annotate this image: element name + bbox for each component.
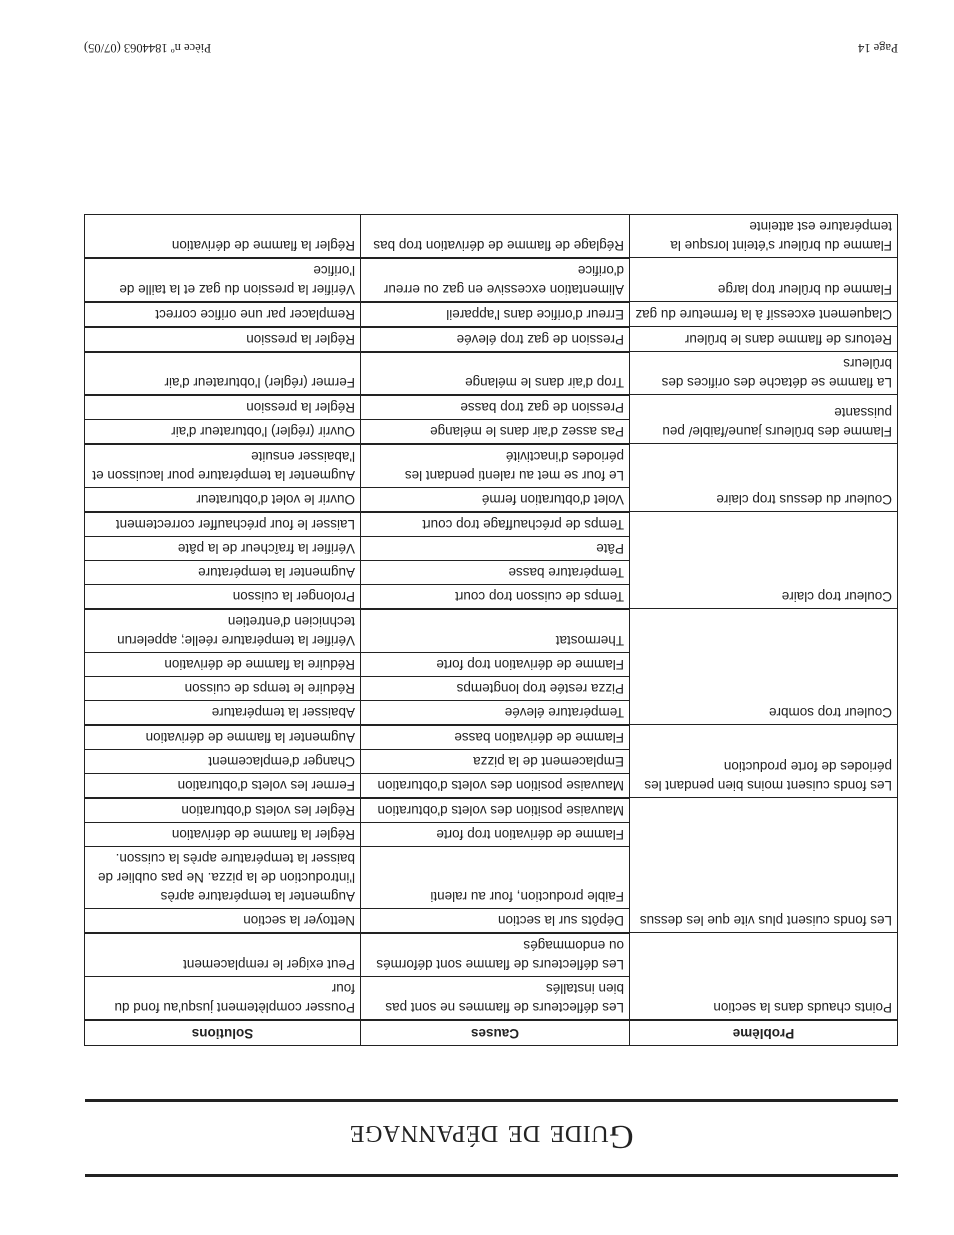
cause-cell: Faible production, four au ralenti bbox=[361, 847, 630, 909]
solution-cell: Peut exiger le remplacement bbox=[85, 933, 361, 977]
page-number: Page 14 bbox=[858, 41, 898, 55]
problem-cell: Flamme du brûleur s'éteint lorsque la température est atteinte bbox=[630, 215, 898, 258]
cause-cell: Trop d'air dans le mélange bbox=[361, 352, 630, 395]
table-row bbox=[85, 774, 898, 799]
cause-cell: Flamme de dérivation trop forte bbox=[361, 653, 630, 677]
troubleshooting-table-wrap bbox=[85, 215, 898, 1047]
cause-cell: Dépôts sur la section bbox=[361, 909, 630, 934]
solution-cell: Prolonger la cuisson bbox=[85, 585, 361, 610]
solution-cell: Changer d'emplacement bbox=[85, 750, 361, 774]
cause-cell: Erreur d'orifice dans l'appareil bbox=[361, 302, 630, 327]
solution-cell: Augmenter la température après l'introduction de la pizza. Ne pas oublier de baisser la température après la cuisson. bbox=[85, 847, 361, 909]
header-solutions: Solutions bbox=[85, 1020, 361, 1046]
cause-cell: Pression de gaz trop basse bbox=[361, 395, 630, 420]
cause-cell: Les déflecteurs de flammes ne sont pas bien installés bbox=[361, 977, 630, 1021]
solution-cell: Régler la flamme de dérivation bbox=[85, 823, 361, 847]
cause-cell: Temps de préchauffage trop court bbox=[361, 512, 630, 537]
solution-cell: Régler la flamme de dérivation bbox=[85, 215, 361, 258]
cause-cell: Réglage de flamme de dérivation trop bas bbox=[361, 215, 630, 258]
solution-cell: Nettoyer la section bbox=[85, 909, 361, 934]
cause-cell: Flamme de dérivation basse bbox=[361, 725, 630, 750]
header-problem: Problème bbox=[630, 1020, 898, 1046]
solution-cell: Ouvrir (régler) l'obturateur d'air bbox=[85, 420, 361, 445]
cause-cell: Volet d'obturation fermé bbox=[361, 488, 630, 513]
cause-cell: Alimentation excessive en gaz ou erreur d'orifice bbox=[361, 258, 630, 302]
part-number: Pièce nº 1844063 (07/05) bbox=[84, 41, 212, 55]
table-row bbox=[85, 258, 898, 302]
solution-cell: Augmenter la flamme de dérivation bbox=[85, 725, 361, 750]
header-causes: Causes bbox=[361, 1020, 630, 1046]
table-row bbox=[85, 585, 898, 610]
cause-cell: Flamme de dérivation trop forte bbox=[361, 823, 630, 847]
cause-cell: Emplacement de la pizza bbox=[361, 750, 630, 774]
table-row bbox=[85, 302, 898, 327]
problem-cell: La flamme se détache des orifices des brûleurs bbox=[630, 352, 898, 395]
cause-cell: Pas assez d'air dans le mélange bbox=[361, 420, 630, 445]
table-row bbox=[85, 327, 898, 352]
solution-cell: Pousser complètement jusqu'au fond du four bbox=[85, 977, 361, 1021]
solution-cell: Vérifier la fraîcheur de la pâte bbox=[85, 537, 361, 561]
solution-cell: Augmenter la température bbox=[85, 561, 361, 585]
solution-cell: Régler la pression bbox=[85, 395, 361, 420]
problem-cell: Couleur trop claire bbox=[630, 512, 898, 609]
cause-cell: Mauvaise position des volets d'obturation bbox=[361, 798, 630, 823]
table-row bbox=[85, 352, 898, 395]
solution-cell: Remplacer par une orifice correct bbox=[85, 302, 361, 327]
problem-cell: Couleur du dessus trop claire bbox=[630, 444, 898, 512]
table-row bbox=[85, 977, 898, 1021]
solution-cell: Laisser le four préchauffer correctement bbox=[85, 512, 361, 537]
cause-cell: Mauvaise position des volets d'obturation bbox=[361, 774, 630, 799]
problem-cell: Flamme des brûleurs jaune/faible/ peu puissante bbox=[630, 395, 898, 444]
table-row bbox=[85, 488, 898, 513]
table-row bbox=[85, 701, 898, 726]
problem-cell: Flamme du brûleur trop large bbox=[630, 258, 898, 302]
solution-cell: Fermer (régler) l'obturateur d'air bbox=[85, 352, 361, 395]
solution-cell: Vérifier la pression du gaz et la taille de l'orifice bbox=[85, 258, 361, 302]
problem-cell: Couleur trop sombre bbox=[630, 609, 898, 725]
solution-cell: Réduire la flamme de dérivation bbox=[85, 653, 361, 677]
problem-cell: Les fonds cuisent plus vite que les dessus bbox=[630, 798, 898, 933]
solution-cell: Vérifier la température réelle; appelerun technicien d'entretien bbox=[85, 609, 361, 653]
title-rule-top bbox=[85, 1174, 898, 1177]
table-row bbox=[85, 420, 898, 445]
cause-cell: Les déflecteurs de flamme sont déformés ou endommagés bbox=[361, 933, 630, 977]
table-header-row bbox=[85, 1020, 898, 1046]
solution-cell: Abaisser la température bbox=[85, 701, 361, 726]
cause-cell: Pâte bbox=[361, 537, 630, 561]
cause-cell: Temps de cuisson trop court bbox=[361, 585, 630, 610]
solution-cell: Réduire le temps de cuisson bbox=[85, 677, 361, 701]
cause-cell: Thermostat bbox=[361, 609, 630, 653]
solution-cell: Fermer les volets d'obturation bbox=[85, 774, 361, 799]
table-row bbox=[85, 909, 898, 934]
problem-cell: Retours de flamme dans le brûleur bbox=[630, 327, 898, 352]
table-body bbox=[85, 215, 898, 1020]
cause-cell: Température basse bbox=[361, 561, 630, 585]
cause-cell: Température élevée bbox=[361, 701, 630, 726]
title-rule-bottom bbox=[85, 1099, 898, 1102]
solution-cell: Augmenter la température pour lacuisson et l'abaisser ensuite bbox=[85, 444, 361, 488]
cause-cell: Pizza restée trop longtemps bbox=[361, 677, 630, 701]
problem-cell: Claquement excessif à la fermeture du gaz bbox=[630, 302, 898, 327]
table-row bbox=[85, 215, 898, 258]
cause-cell: Le four se met au ralenti pendant les périodes d'inactivité bbox=[361, 444, 630, 488]
problem-cell: Les fonds cuisent moins bien pendant les périodes de forte production bbox=[630, 725, 898, 798]
problem-cell: Points chauds dans la section bbox=[630, 933, 898, 1020]
solution-cell: Ouvrir le volet d'obturateur bbox=[85, 488, 361, 513]
solution-cell: Régler la pression bbox=[85, 327, 361, 352]
page-title: Guide de dépannage bbox=[349, 1118, 634, 1155]
troubleshooting-table bbox=[84, 215, 898, 1047]
cause-cell: Pression de gaz trop élevée bbox=[361, 327, 630, 352]
solution-cell: Régler les volets d'obturation bbox=[85, 798, 361, 823]
